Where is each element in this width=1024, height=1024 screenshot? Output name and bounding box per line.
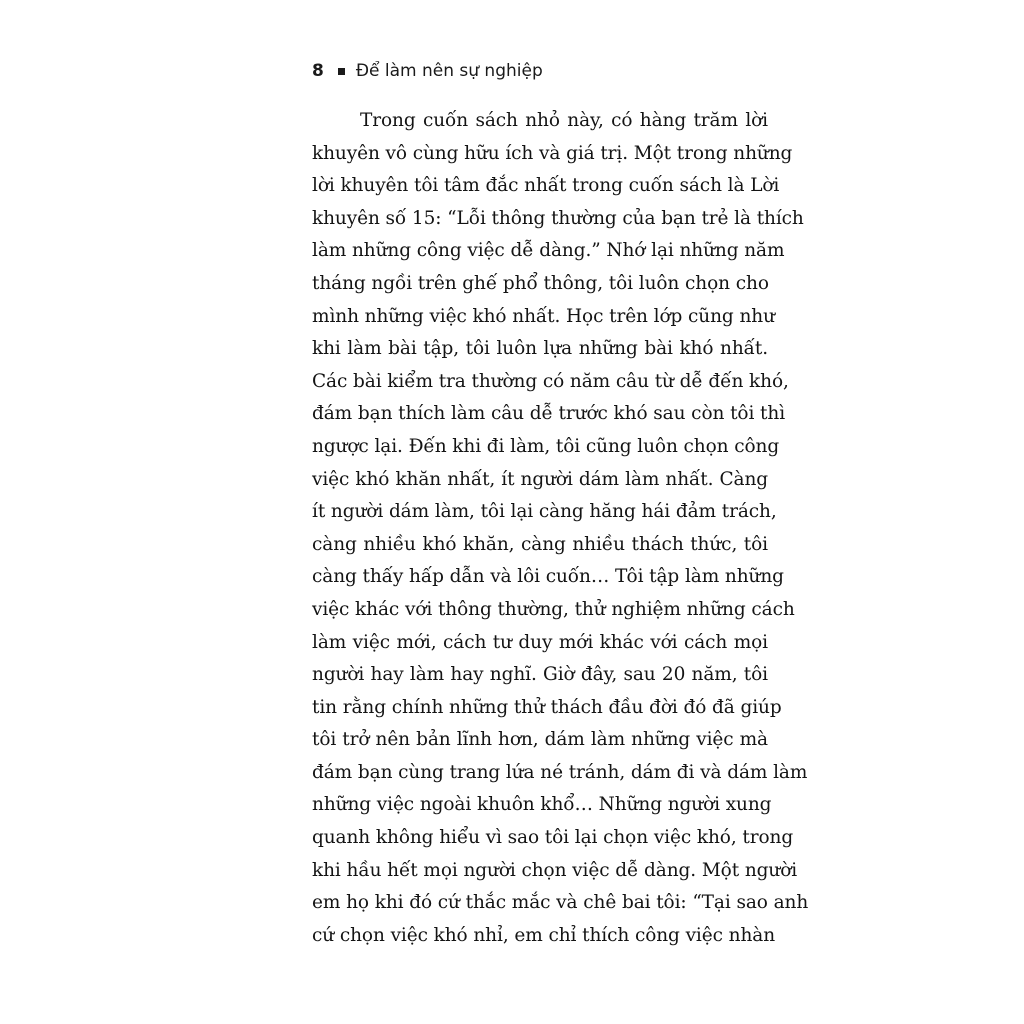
text-line: khuyên vô cùng hữu ích và giá trị. Một trong những (312, 142, 793, 164)
running-title: Để làm nên sự nghiệp (355, 61, 543, 81)
text-line: tôi trở nên bản lĩnh hơn, dám làm những việc mà (312, 729, 768, 751)
text-line: khuyên số 15: “Lỗi thông thường của bạn trẻ là thích (312, 207, 804, 229)
text-line: những việc ngoài khuôn khổ… Những người xung (312, 794, 772, 816)
text-line: đám bạn cùng trang lứa né tránh, dám đi và dám làm (312, 761, 808, 783)
text-line: tháng ngồi trên ghế phổ thông, tôi luôn chọn cho (312, 272, 769, 294)
text-line: đám bạn thích làm câu dễ trước khó sau còn tôi thì (312, 403, 786, 425)
text-line: làm việc mới, cách tư duy mới khác với cách mọi (312, 631, 768, 653)
text-line: khi hầu hết mọi người chọn việc dễ dàng. Một người (312, 859, 798, 881)
text-line: càng thấy hấp dẫn và lôi cuốn… Tôi tập làm những (312, 566, 784, 588)
text-line: việc khó khăn nhất, ít người dám làm nhất. Càng (312, 468, 768, 490)
text-line: Trong cuốn sách nhỏ này, có hàng trăm lời (360, 110, 768, 131)
page-number: 8 (312, 61, 324, 81)
text-line: làm những công việc dễ dàng.” Nhớ lại những năm (312, 240, 785, 262)
text-line: càng nhiều khó khăn, càng nhiều thách thức, tôi (312, 533, 768, 555)
text-line: việc khác với thông thường, thử nghiệm những cách (312, 598, 795, 620)
text-line: ngược lại. Đến khi đi làm, tôi cũng luôn chọn công (312, 435, 780, 457)
text-line: người hay làm hay nghĩ. Giờ đây, sau 20 năm, tôi (312, 664, 768, 686)
body-paragraph (312, 105, 809, 952)
page-header (312, 56, 543, 86)
text-line: mình những việc khó nhất. Học trên lớp cũng như (312, 305, 775, 327)
text-line: tin rằng chính những thử thách đầu đời đó đã giúp (312, 696, 782, 718)
text-line: quanh không hiểu vì sao tôi lại chọn việc khó, trong (312, 827, 794, 849)
text-line: ít người dám làm, tôi lại càng hăng hái đảm trách, (312, 501, 777, 523)
text-line: cứ chọn việc khó nhỉ, em chỉ thích công việc nhàn (312, 924, 776, 946)
text-line: Các bài kiểm tra thường có năm câu từ dễ đến khó, (312, 370, 789, 392)
square-bullet-icon (338, 68, 345, 75)
text-line: lời khuyên tôi tâm đắc nhất trong cuốn sách là Lời (312, 175, 780, 197)
text-line: khi làm bài tập, tôi luôn lựa những bài khó nhất. (312, 338, 768, 360)
text-line: em họ khi đó cứ thắc mắc và chê bai tôi: “Tại sao anh (312, 892, 809, 914)
